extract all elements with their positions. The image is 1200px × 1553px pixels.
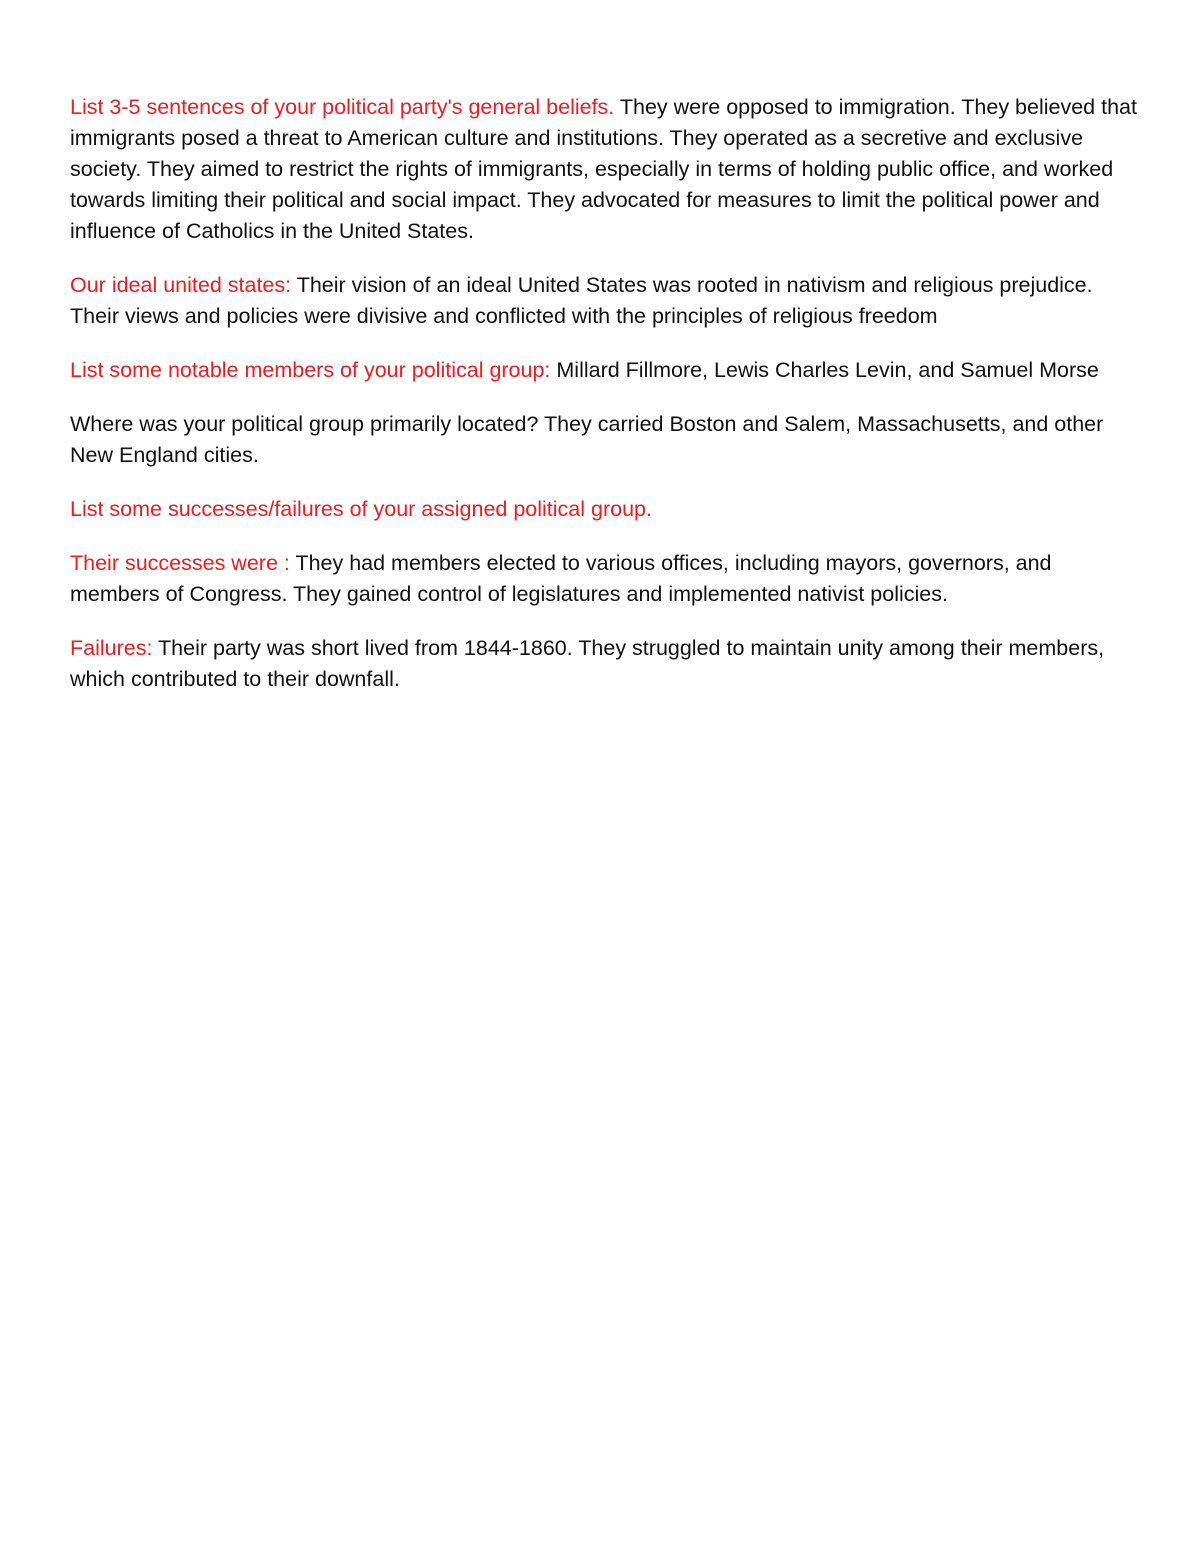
- successes-text: They had members elected to various offices, including mayors, governors, and members of Congress. They gained control of legislatures and implemented nativist policies.: [70, 551, 1052, 606]
- beliefs-text: They were opposed to immigration. They believed that immigrants posed a threat to American culture and institutions. They operated as a secretive and exclusive society. They aimed to restrict the rights of immigrants, especially in terms of holding public office, and worked towards limiting their political and social impact. They advocated for measures to limit the political power and influence of Catholics in the United States.: [70, 95, 1137, 243]
- location-text: Where was your political group primarily located? They carried Boston and Salem, Massachusetts, and other New England cities.: [70, 412, 1104, 467]
- members-label: List some notable members of your political group:: [70, 358, 551, 382]
- beliefs-label: List 3-5 sentences of your political party's general beliefs.: [70, 95, 615, 119]
- successes-label: Their successes were :: [70, 551, 290, 575]
- members-text: Millard Fillmore, Lewis Charles Levin, and Samuel Morse: [550, 358, 1099, 382]
- beliefs-paragraph: [70, 92, 1140, 247]
- failures-label: Failures:: [70, 636, 153, 660]
- successes-paragraph: [70, 548, 1140, 610]
- successes-failures-paragraph: [70, 494, 1140, 525]
- failures-text: Their party was short lived from 1844-1860. They struggled to maintain unity among their members, which contributed to their downfall.: [70, 636, 1105, 691]
- members-paragraph: [70, 355, 1140, 386]
- failures-paragraph: [70, 633, 1140, 695]
- ideal-us-text: Their vision of an ideal United States was rooted in nativism and religious prejudice. Their views and policies were divisive and conflicted with the principles of religious freedom: [70, 273, 1093, 328]
- document-page: [70, 92, 1140, 718]
- ideal-us-paragraph: [70, 270, 1140, 332]
- location-paragraph: [70, 409, 1140, 471]
- successes-failures-label: List some successes/failures of your assigned political group.: [70, 497, 652, 521]
- ideal-us-label: Our ideal united states:: [70, 273, 292, 297]
